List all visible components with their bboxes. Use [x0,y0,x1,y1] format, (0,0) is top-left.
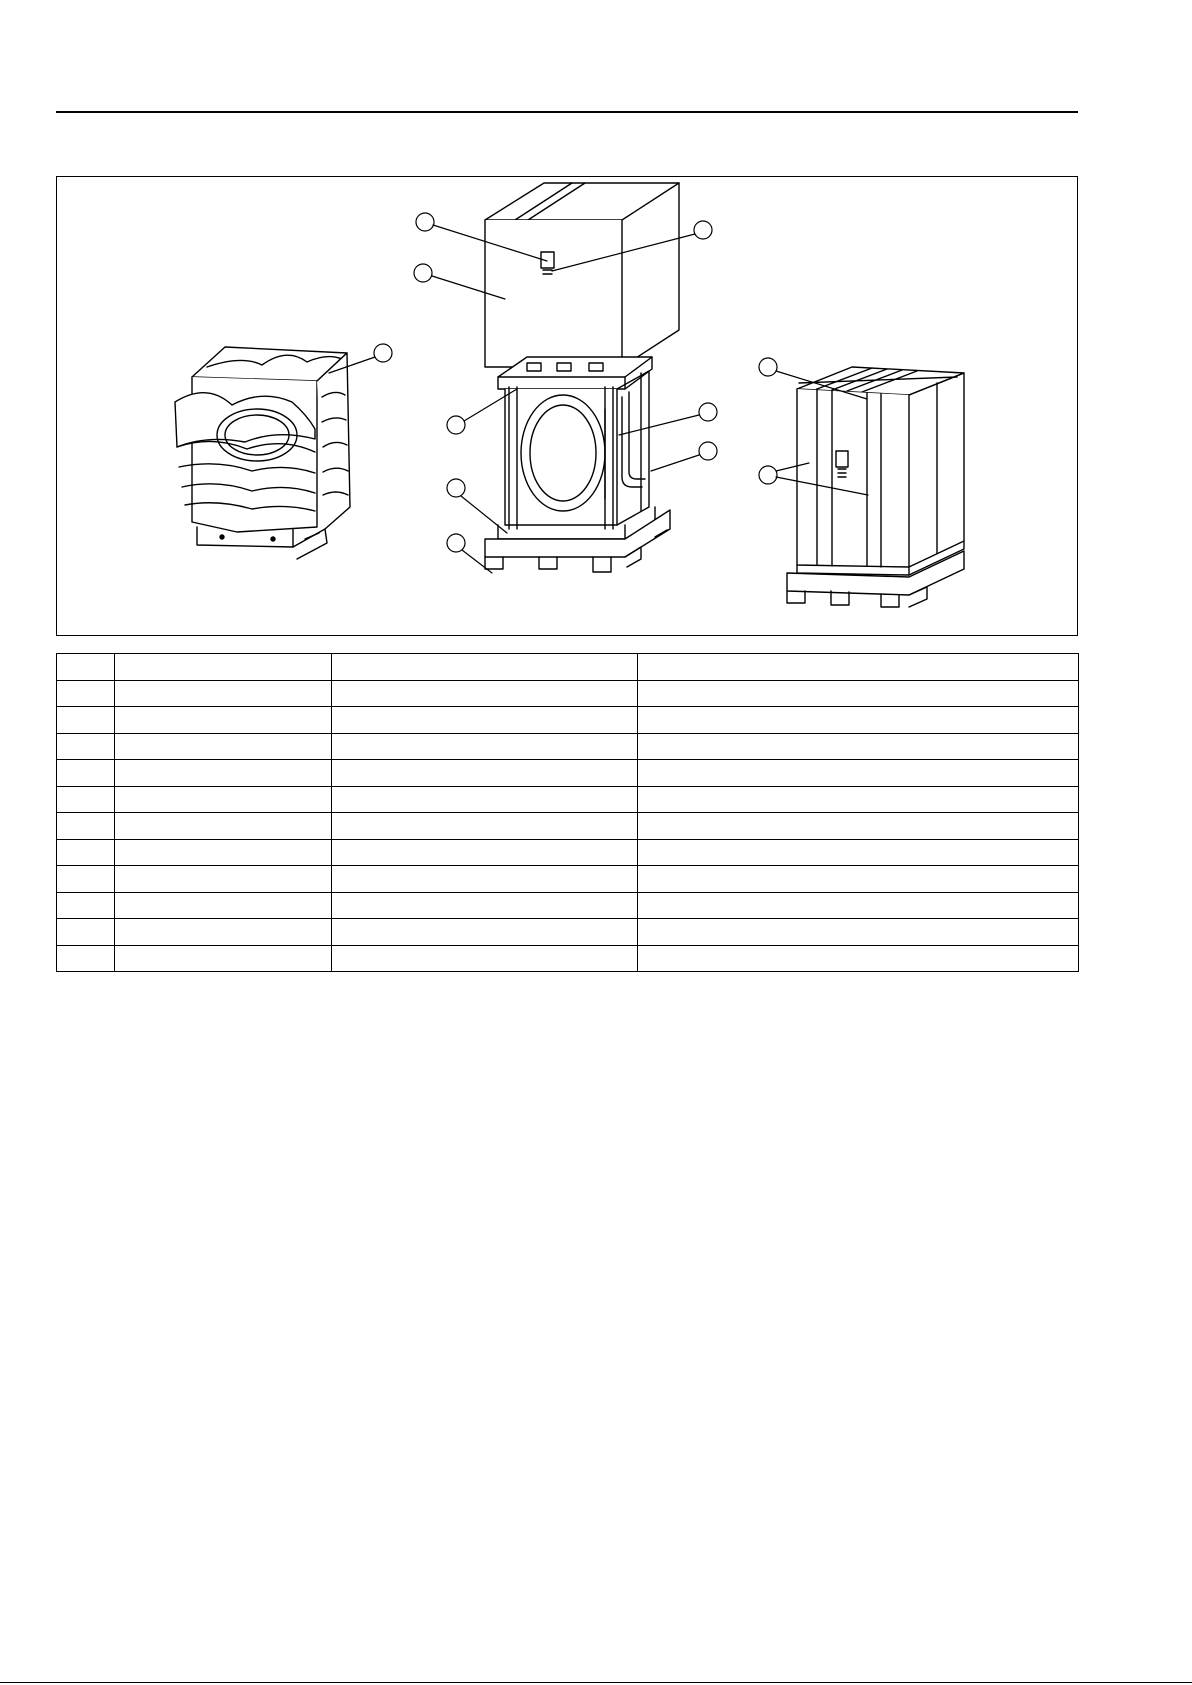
header-rule [56,111,1078,113]
callout-2 [414,264,432,282]
table-cell [57,680,115,707]
packaging-figure [56,176,1078,636]
table-cell [57,654,115,681]
table-cell [638,892,1079,919]
table-cell [638,680,1079,707]
table-row [57,892,1079,919]
callout-3 [694,221,712,239]
table-row [57,945,1079,972]
table-row [57,760,1079,787]
table-cell [115,654,332,681]
table-cell [57,760,115,787]
table-cell [57,839,115,866]
table-cell [638,760,1079,787]
table-cell [115,786,332,813]
callout-6 [699,403,717,421]
table-cell [332,733,638,760]
table-cell [638,919,1079,946]
table-cell [332,786,638,813]
callout-9 [447,534,465,552]
table-cell [115,839,332,866]
table-cell [638,786,1079,813]
callout-11 [759,466,777,484]
table-cell [332,760,638,787]
table-cell [57,733,115,760]
table-cell [638,654,1079,681]
table-cell [57,786,115,813]
table-cell [57,892,115,919]
table-cell [638,839,1079,866]
callout-1 [416,213,434,231]
callout-7 [699,442,717,460]
table-cell [115,760,332,787]
table-row [57,654,1079,681]
parts-table [56,653,1079,972]
footer-rule [0,1682,1192,1683]
table-row [57,680,1079,707]
table-cell [332,945,638,972]
table-cell [115,866,332,893]
table-row [57,813,1079,840]
table-row [57,839,1079,866]
table-cell [638,945,1079,972]
table-cell [115,919,332,946]
table-cell [115,733,332,760]
callout-10 [759,358,777,376]
table-cell [57,919,115,946]
table-cell [332,866,638,893]
exploded-packaging-drawing [485,183,679,572]
table-cell [115,813,332,840]
table-cell [57,813,115,840]
table-cell [115,680,332,707]
table-cell [332,680,638,707]
table-cell [638,707,1079,734]
callout-5 [447,416,465,434]
table-cell [332,654,638,681]
wrapped-machine-drawing [175,347,350,559]
table-cell [115,892,332,919]
table-row [57,707,1079,734]
callout-4 [374,344,392,362]
table-cell [57,866,115,893]
table-row [57,919,1079,946]
table-cell [638,733,1079,760]
table-cell [332,919,638,946]
packaging-illustration [57,177,1077,635]
packed-machine-drawing [787,367,964,607]
table-cell [115,707,332,734]
table-cell [638,866,1079,893]
table-cell [332,813,638,840]
table-cell [332,839,638,866]
table-cell [638,813,1079,840]
callout-8 [447,479,465,497]
table-row [57,733,1079,760]
table-row [57,866,1079,893]
table-cell [57,707,115,734]
table-row [57,786,1079,813]
table-cell [332,892,638,919]
table-cell [57,945,115,972]
table-cell [332,707,638,734]
table-cell [115,945,332,972]
